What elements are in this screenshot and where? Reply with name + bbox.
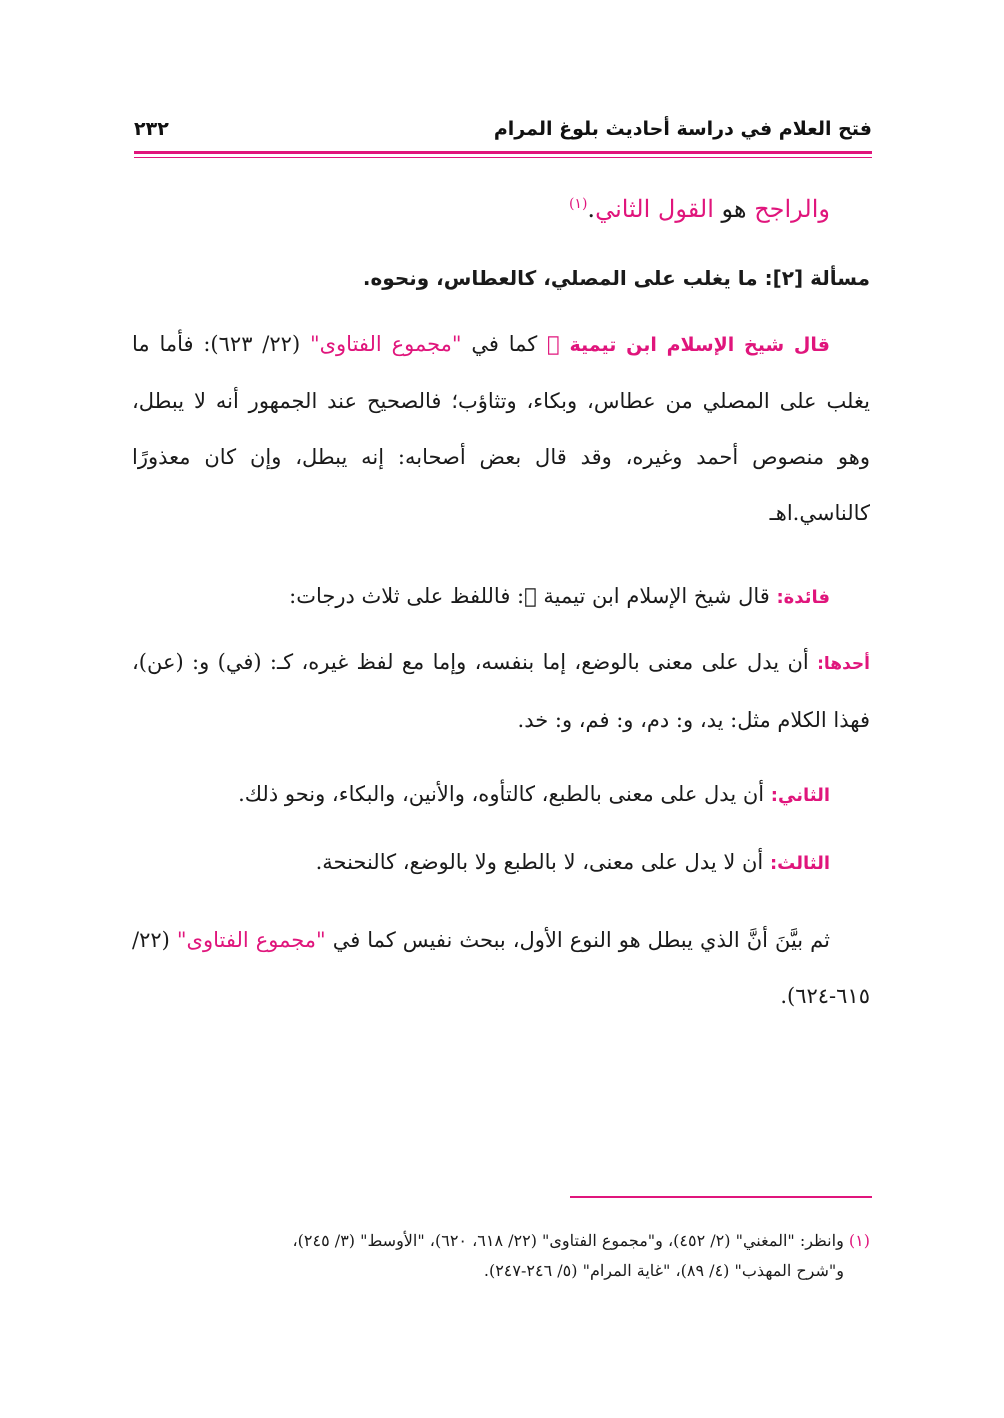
quote-mid: كما في [461, 332, 538, 356]
footnote-line-1 [132, 1226, 870, 1256]
preferred-mid: هو [713, 195, 755, 223]
footnote-text-2: و"شرح المهذب" (٤/ ٨٩)، "غاية المرام" (٥/ ٢٤٦-٢٤٧). [483, 1261, 844, 1280]
conclusion-text: ثم بيَّنَ أنَّ الذي يبطل هو النوع الأول، ببحث نفيس كما في [325, 928, 830, 952]
footnote-text-1: وانظر: "المغني" (٢/ ٤٥٢)، و"مجموع الفتاوى" (٢٢/ ٦١٨، ٦٢٠)، "الأوسط" (٣/ ٢٤٥)، [292, 1231, 844, 1250]
honorific: ﷫ [537, 332, 570, 356]
header-rule-thin [134, 157, 872, 158]
second-label: الثاني: [770, 785, 830, 806]
footnote-line-2 [132, 1256, 870, 1286]
preferred-opinion-name: القول الثاني [595, 195, 714, 223]
benefit-paragraph [132, 568, 870, 626]
first-degree [132, 634, 870, 748]
benefit-label: فائدة: [776, 587, 830, 608]
quote-body: فأما ما يغلب على المصلي من عطاس، وبكاء، وتثاؤب؛ فالصحيح عند الجمهور أنه لا يبطل، وهو منصوص أحمد وغيره، وقد قال بعض أصحابه: إنه يبطل، وإن كان معذورًا كالناسي.اهـ [132, 332, 870, 525]
header-title: فتح العلام في دراسة أحاديث بلوغ المرام [493, 118, 872, 140]
preferred-opinion [132, 176, 870, 237]
third-label: الثالث: [769, 853, 830, 874]
second-text: أن يدل على معنى بالطبع، كالتأوه، والأنين، والبكاء، ونحو ذلك. [238, 782, 771, 806]
first-label: أحدها: [817, 654, 870, 674]
issue-heading: مسألة [٢]: ما يغلب على المصلي، كالعطاس، ونحوه. [362, 266, 870, 290]
running-header [134, 118, 872, 154]
third-degree [132, 834, 870, 892]
preferred-label: والراجح [754, 195, 830, 223]
page-number: ٢٣٢ [134, 118, 169, 140]
quote-speaker: قال شيخ الإسلام ابن تيمية [569, 334, 830, 356]
third-text: أن لا يدل على معنى، لا بالطبع ولا بالوضع، كالنحنحة. [315, 850, 770, 874]
footnote-separator [570, 1196, 872, 1198]
quote-paragraph [132, 316, 870, 541]
footnote-marker: (١) [568, 196, 588, 212]
preferred-end: . [587, 195, 596, 223]
benefit-text: قال شيخ الإسلام ابن تيمية ﷫: فاللفظ على ثلاث درجات: [289, 584, 777, 608]
quote-source: "مجموع الفتاوى" [309, 332, 462, 356]
quote-ref: (٢٢/ ٦٢٣): [203, 332, 310, 356]
second-degree [132, 766, 870, 824]
conclusion-source: "مجموع الفتاوى" [176, 928, 326, 952]
footnote-number: (١) [848, 1231, 870, 1250]
footnote [132, 1226, 870, 1286]
first-text: أن يدل على معنى بالوضع، إما بنفسه، وإما مع لفظ غيره، كـ: (في) و: (عن)، فهذا الكلام مثل: يد، و: دم، و: فم، و: خد. [132, 650, 870, 732]
conclusion-paragraph [132, 912, 870, 1024]
header-rule-thick [134, 151, 872, 154]
conclusion-ref: (٢٢/ ٦١٥-٦٢٤). [132, 928, 870, 1008]
